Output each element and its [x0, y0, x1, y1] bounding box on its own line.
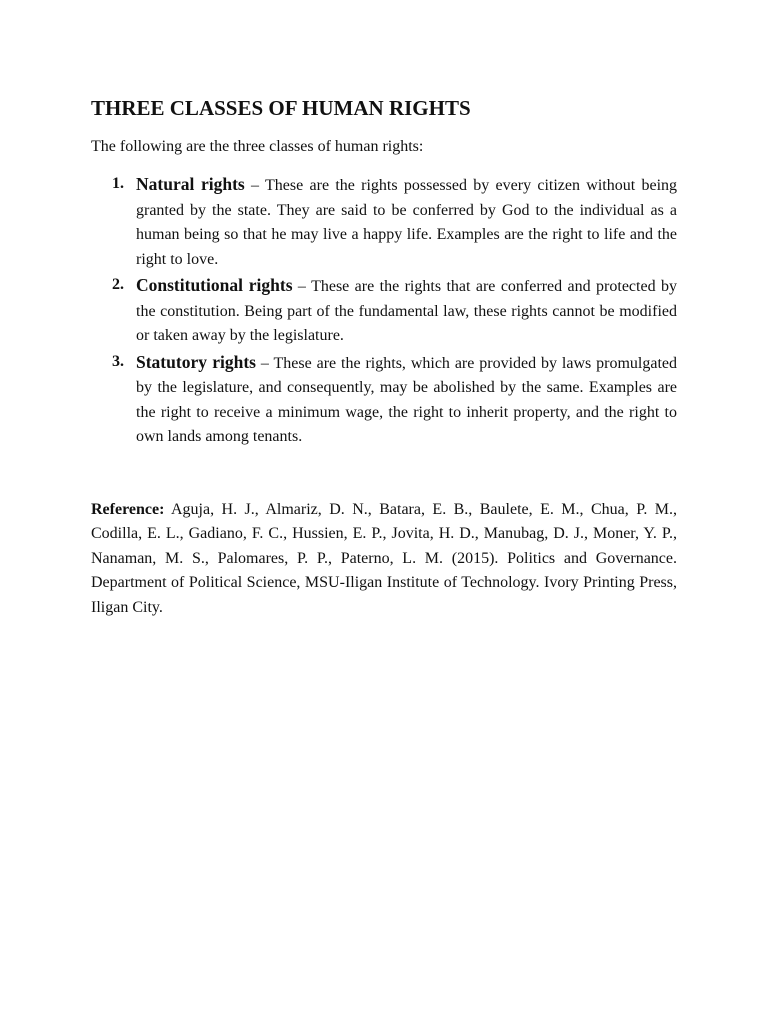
- document-page: [91, 94, 677, 620]
- reference-label: Reference:: [91, 500, 165, 518]
- reference-text: Aguja, H. J., Almariz, D. N., Batara, E. B., Baulete, E. M., Chua, P. M., Codilla, E. L., Gadiano, F. C., Hussien, E. P., Jovita, H. D., Manubag, D. J., Moner, Y. P., Nanaman, M. S., Palomares, P. P., Paterno, L. M. (2015). Politics and Governance. Department of Political Science, MSU-Iligan Institute of Technology. Ivory Printing Press, Iligan City.: [91, 500, 677, 616]
- reference-paragraph: [91, 498, 677, 621]
- intro-text: The following are the three classes of human rights:: [91, 138, 424, 155]
- list-item-text: – These are the rights possessed by every citizen without being granted by the state. They are said to be conferred by God to the individual as a human being so that he may live a happy life. Examples are the right to life and the right to love.: [136, 177, 678, 268]
- list-item-number: 2.: [112, 276, 124, 293]
- list-item-number: 1.: [112, 175, 124, 192]
- list-item-number: 3.: [112, 352, 124, 370]
- list-item-text: – These are the rights that are conferred and protected by the constitution. Being part of the fundamental law, these rights cannot be modified or taken away by the legislature.: [136, 278, 678, 344]
- list-item-body: [136, 172, 677, 272]
- page-title: THREE CLASSES OF HUMAN RIGHTS: [91, 96, 471, 120]
- list-item-term: Natural rights: [136, 174, 245, 194]
- list-item-constitutional-rights: [91, 273, 677, 349]
- list-item-natural-rights: [91, 172, 677, 272]
- list-item-body: [136, 350, 677, 450]
- list-item-text: – These are the rights, which are provided by laws promulgated by the legislature, and consequently, may be abolished by the same. Examples are the right to receive a minimum wage, the right to inherit property, and the right to own lands among tenants.: [136, 354, 678, 445]
- list-item-term: Constitutional rights: [136, 275, 293, 295]
- list-item-statutory-rights: [91, 350, 677, 450]
- list-item-term: Statutory rights: [136, 351, 256, 372]
- rights-list: [91, 172, 677, 450]
- list-item-body: [136, 273, 677, 349]
